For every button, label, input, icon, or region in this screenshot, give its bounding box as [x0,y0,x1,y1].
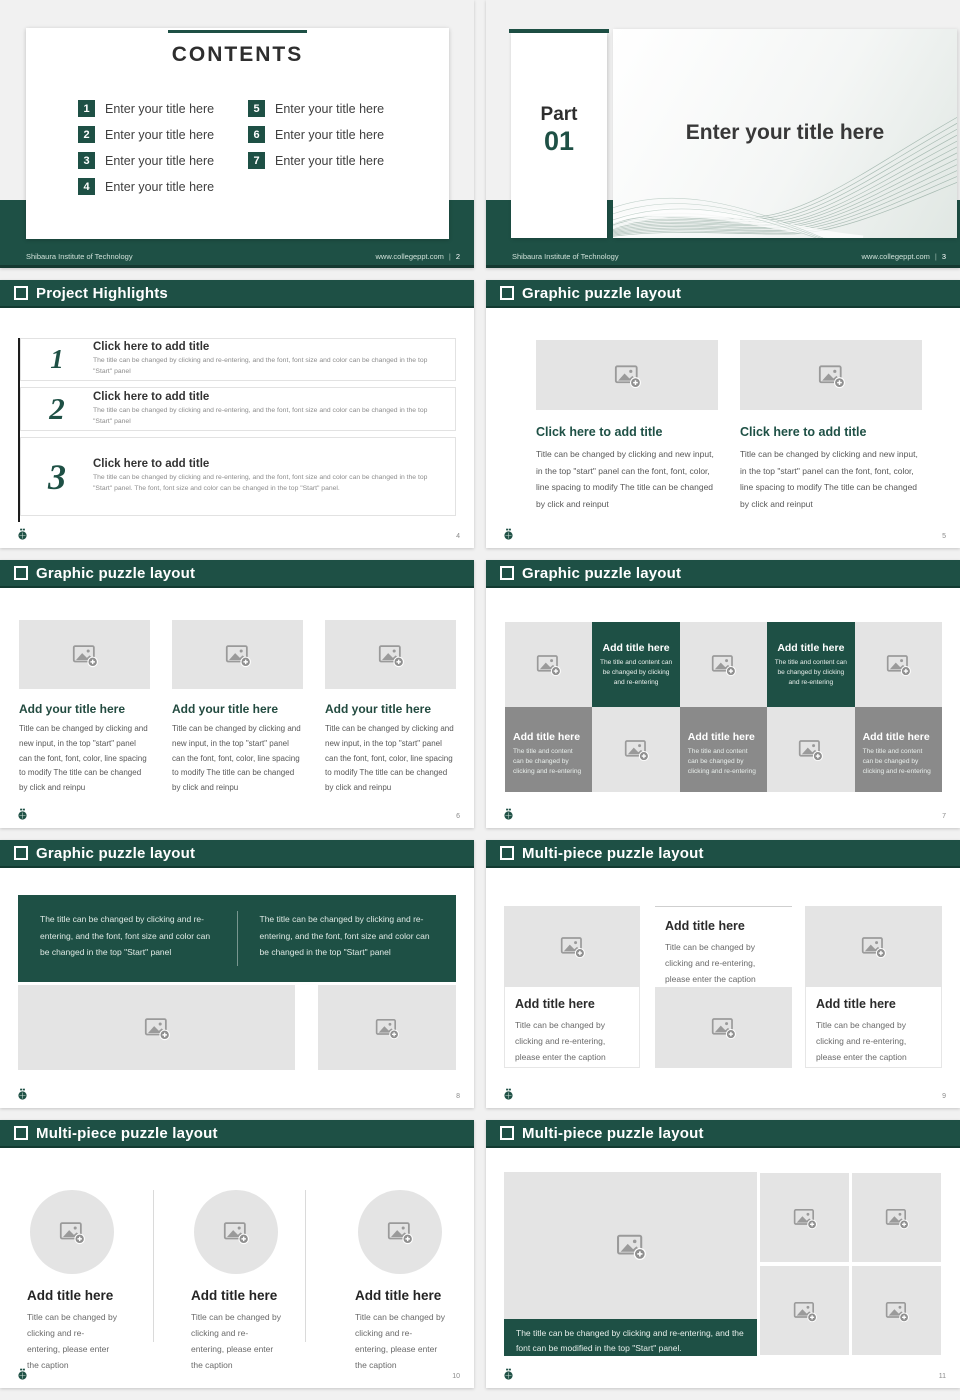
item-label: Enter your title here [105,101,215,116]
page-number: 9 [942,1093,946,1100]
column-title: Click here to add title [536,425,663,439]
content-column [504,906,640,1068]
square-bullet-icon [500,566,514,580]
square-bullet-icon [500,846,514,860]
image-placeholder [855,622,942,707]
image-placeholder [318,985,456,1070]
section-title-panel [613,29,957,238]
slide-header [486,560,960,588]
highlight-number: 2 [49,391,65,426]
contents-item [248,100,384,117]
highlight-item [20,338,456,381]
column-divider [305,1190,306,1342]
footer-site-page [376,252,461,261]
university-logo-icon [502,1367,515,1382]
image-placeholder [19,620,150,689]
image-placeholder [760,1173,849,1262]
image-placeholder-icon [624,737,649,762]
slide-thumbnail-graphic-grid[interactable] [486,560,960,828]
highlight-number: 3 [48,456,66,497]
page-number: 10 [452,1373,460,1380]
content-column [191,1190,281,1374]
slide-header [0,840,474,868]
highlight-title: Click here to add title [93,341,210,354]
slide-body [486,590,960,828]
contents-item [248,126,384,143]
image-placeholder [852,1266,941,1355]
caption-body: Title can be changed by clicking and re-entering, please enter the caption [515,1020,606,1063]
content-column [740,340,922,512]
image-placeholder [805,906,942,987]
text-tile-gray [855,707,942,792]
slide-thumbnail-contents[interactable] [0,0,474,268]
highlight-item [20,437,456,516]
text-tile-gray [505,707,592,792]
image-placeholder-icon [378,642,404,668]
highlight-text [93,391,455,428]
slide-header [0,560,474,588]
caption-title: Add title here [191,1288,278,1303]
caption-body: Title can be changed by clicking and re-entering, please enter the caption [665,942,756,985]
content-column [655,906,792,1068]
caption-block [805,987,942,1068]
tile-title: Add title here [513,731,581,743]
item-number-badge: 7 [248,152,265,169]
image-placeholder [655,987,792,1068]
image-placeholder [325,620,456,689]
caption-body: Title can be changed by clicking and re-entering, please enter the caption [191,1312,281,1371]
university-logo-icon [16,807,29,822]
title-accent-line [168,30,307,33]
image-placeholder [767,707,854,792]
image-placeholder-icon [59,1219,85,1245]
circle-image-placeholder [30,1190,114,1274]
column-body: Title can be changed by clicking and new input, in the top "start" panel can the font, font, color, line spacing to modify The title can be changed by click and reinpu [19,724,148,793]
highlight-text [93,341,455,378]
tile-body: The title and content can be changed by clicking and re-entering [862,748,931,776]
column-title: Add your title here [172,702,279,716]
university-logo-icon [16,527,29,542]
item-label: Enter your title here [275,101,385,116]
highlight-list [18,338,456,522]
square-bullet-icon [14,1126,28,1140]
footer-institution: Shibaura Institute of Technology [26,252,133,261]
content-column [27,1190,117,1374]
circle-image-placeholder [194,1190,278,1274]
content-column [325,620,456,796]
slide-footer [0,252,474,261]
item-number-badge: 1 [78,100,95,117]
slide-header-title: Graphic puzzle layout [36,564,196,582]
image-placeholder [504,906,640,987]
tile-title: Add title here [862,731,930,743]
content-column [172,620,303,796]
university-logo-icon [16,1367,29,1382]
text-tile-green [592,622,679,707]
item-label: Enter your title here [105,179,215,194]
caption-title: Add title here [27,1288,114,1303]
image-placeholder [172,620,303,689]
contents-title: CONTENTS [171,43,304,66]
image-placeholder [740,340,922,410]
slide-thumbnail-project-highlights[interactable] [0,280,474,548]
image-placeholder-icon [225,642,251,668]
page-number: 2 [455,252,460,261]
item-label: Enter your title here [275,153,385,168]
item-label: Enter your title here [275,127,385,142]
item-number-badge: 3 [78,152,95,169]
highlight-body: The title can be changed by clicking and re-entering, and the font, font size and color can be changed in the top "Start" panel [93,357,428,375]
image-placeholder [592,707,679,792]
image-placeholder-icon [818,362,845,389]
item-number-badge: 5 [248,100,265,117]
image-placeholder-icon [144,1015,170,1041]
banner-text: The title can be changed by clicking and re-entering, and the font, font size and color can be changed in the top "Start" panel [40,914,211,958]
slide-footer [486,252,960,261]
footer-institution: Shibaura Institute of Technology [512,252,619,261]
contents-item [78,152,214,169]
image-placeholder-icon [614,362,641,389]
square-bullet-icon [14,286,28,300]
image-placeholder-icon [793,1206,817,1230]
item-label: Enter your title here [105,153,215,168]
highlight-text [93,458,455,495]
footer-website: www.collegeppt.com [861,252,930,261]
footer-website: www.collegeppt.com [375,252,444,261]
image-placeholder-icon [798,737,823,762]
slide-header-title: Project Highlights [36,284,168,302]
highlight-title: Click here to add title [93,390,210,403]
footer-site-page [862,252,947,261]
image-placeholder [760,1266,849,1355]
column-body: Title can be changed by clicking and new input, in the top "start" panel can the font, font, color, line spacing to modify The title can be changed by click and reinpu [325,724,454,793]
contents-item [78,178,214,195]
slide-thumbnail-multi-three[interactable] [486,840,960,1108]
banner-text: The title can be changed by clicking and re-entering, and the font, font size and color can be changed in the top "Start" panel [237,911,457,966]
highlight-body: The title can be changed by clicking and re-entering, and the font, font size and color can be changed in the top "Start" panel. The font, font size and color can be changed in the top "Start" panel. [93,474,428,492]
image-placeholder-icon [886,652,911,677]
item-number-badge: 4 [78,178,95,195]
content-column [355,1190,445,1374]
part-number: 01 [543,125,575,156]
item-label: Enter your title here [105,127,215,142]
slide-thumbnail-graphic-two[interactable] [486,280,960,548]
column-title: Add your title here [325,702,432,716]
caption-block [655,906,792,987]
page-number: 4 [456,533,460,540]
square-bullet-icon [14,846,28,860]
highlight-number: 1 [50,344,64,374]
tile-title: Add title here [602,642,670,654]
column-title: Add your title here [19,702,126,716]
image-placeholder-icon [223,1219,249,1245]
image-placeholder [505,622,592,707]
image-placeholder [680,622,767,707]
slide-body [0,870,474,1108]
image-placeholder-icon [616,1231,646,1261]
square-bullet-icon [500,1126,514,1140]
contents-column-left [78,100,214,195]
column-body: Title can be changed by clicking and new input, in the top "start" panel can the font, font, color, line spacing to modify The title can be changed by click and reinput [740,449,918,509]
caption-title: Add title here [515,997,595,1011]
green-caption-bar: The title can be changed by clicking and re-entering, and the font can be modified in the top "Start" panel. [504,1319,757,1356]
slide-header-title: Graphic puzzle layout [522,284,682,302]
image-placeholder-icon [885,1206,909,1230]
slide-header-title: Multi-piece puzzle layout [36,1124,218,1142]
slide-header [0,1120,474,1148]
slide-header-title: Multi-piece puzzle layout [522,1124,704,1142]
image-placeholder-icon [793,1299,817,1323]
caption-block [504,987,640,1068]
slide-header [486,280,960,308]
image-placeholder-icon [861,934,886,959]
university-logo-icon [502,807,515,822]
caption-title: Add title here [816,997,896,1011]
highlight-title: Click here to add title [93,458,210,471]
column-body: Title can be changed by clicking and new input, in the top "start" panel can the font, font, color, line spacing to modify The title can be changed by click and reinpu [172,724,301,793]
page-number: 11 [938,1373,946,1380]
highlight-item [20,387,456,431]
part-number-panel [511,33,607,238]
contents-card [26,28,449,239]
image-placeholder-icon [387,1219,413,1245]
square-bullet-icon [14,566,28,580]
slide-body [0,1150,474,1388]
tile-title: Add title here [687,731,755,743]
square-bullet-icon [500,286,514,300]
caption-title: Add title here [355,1288,442,1303]
part-label: Part [540,104,578,125]
green-text-banner [18,895,456,982]
slide-body [0,310,474,548]
text-tile-gray [680,707,767,792]
contents-item [248,152,384,169]
slide-body [486,870,960,1108]
contents-column-right [248,100,384,169]
slide-header [0,280,474,308]
caption-title: Add title here [665,919,745,933]
text-tile-green [767,622,854,707]
image-placeholder-icon [72,642,98,668]
image-placeholder-icon [536,652,561,677]
page-number: 8 [456,1093,460,1100]
contents-item [78,100,214,117]
university-logo-icon [502,527,515,542]
slide-header-title: Graphic puzzle layout [36,844,196,862]
caption-body: Title can be changed by clicking and re-entering, please enter the caption [27,1312,117,1371]
image-placeholder-icon [885,1299,909,1323]
slide-thumbnail-graphic-banner[interactable] [0,840,474,1108]
slide-body [486,1150,960,1388]
contents-item [78,126,214,143]
column-body: Title can be changed by clicking and new input, in the top "start" panel can the font, font, color, line spacing to modify The title can be changed by click and reinput [536,449,714,509]
image-placeholder-icon [560,934,585,959]
image-placeholder [536,340,718,410]
page-number: 3 [941,252,946,261]
page-number: 6 [456,813,460,820]
image-placeholder-icon [375,1016,399,1040]
content-column [19,620,150,796]
image-placeholder [852,1173,941,1262]
highlight-body: The title can be changed by clicking and re-entering, and the font, font size and color can be changed in the top "Start" panel [93,406,428,425]
caption-body: Title can be changed by clicking and re-entering, please enter the caption [816,1020,907,1063]
slide-header-title: Multi-piece puzzle layout [522,844,704,862]
footer-separator: | [934,252,937,261]
university-logo-icon [16,1087,29,1102]
page-number: 7 [942,813,946,820]
slide-body [486,310,960,548]
slide-header [486,1120,960,1148]
column-title: Click here to add title [740,425,867,439]
tile-body: The title and content can be changed by clicking and re-entering [687,748,756,776]
content-column [536,340,718,512]
slide-thumbnail-multi-circles[interactable] [0,1120,474,1388]
image-placeholder-icon [711,652,736,677]
content-column [805,906,942,1068]
caption-body: Title can be changed by clicking and re-entering, please enter the caption [355,1312,445,1371]
footer-separator: | [448,252,451,261]
slide-header-title: Graphic puzzle layout [522,564,682,582]
section-title: Enter your title here [685,121,885,144]
item-number-badge: 2 [78,126,95,143]
image-placeholder [18,985,295,1070]
slide-header [486,840,960,868]
slide-thumbnail-part01[interactable] [486,0,960,268]
circle-image-placeholder [358,1190,442,1274]
tile-grid [505,622,942,792]
image-placeholder-large [504,1172,757,1319]
column-divider [153,1190,154,1342]
item-number-badge: 6 [248,126,265,143]
tile-body: The title and content can be changed by clicking and re-entering [599,659,673,687]
tile-title: Add title here [777,642,845,654]
slide-thumbnail-graphic-three[interactable] [0,560,474,828]
university-logo-icon [502,1087,515,1102]
tile-body: The title and content can be changed by clicking and re-entering [774,659,847,687]
slide-thumbnail-multi-mosaic[interactable] [486,1120,960,1388]
tile-body: The title and content can be changed by clicking and re-entering [513,748,582,776]
page-number: 5 [942,533,946,540]
image-placeholder-icon [711,1015,736,1040]
slide-body [0,590,474,828]
